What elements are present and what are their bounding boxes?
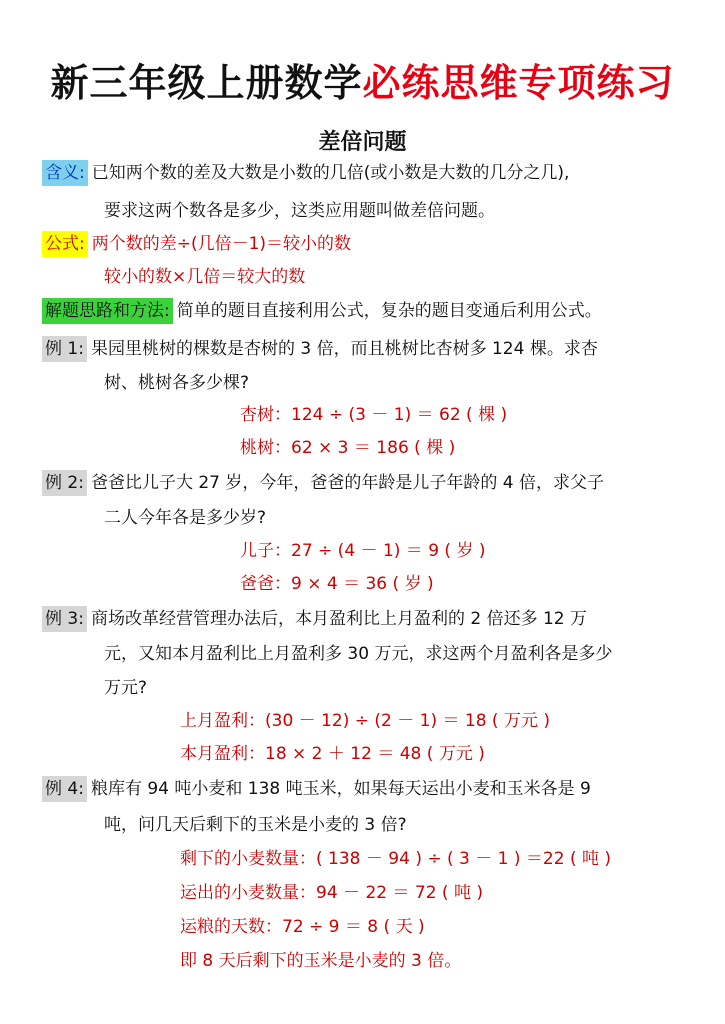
method-tag: 解题思路和方法: xyxy=(42,298,173,324)
definition-text-2: 要求这两个数各是多少，这类应用题叫做差倍问题。 xyxy=(104,201,495,221)
example-3-line-1 xyxy=(42,606,587,632)
example-3-tag: 例 3: xyxy=(42,606,87,632)
formula-text-1: 两个数的差÷(几倍－1)＝较小的数 xyxy=(91,234,352,254)
example-2-tag: 例 2: xyxy=(42,470,87,496)
example-4-answer-4: 即 8 天后剩下的玉米是小麦的 3 倍。 xyxy=(180,951,462,971)
example-1-text-2: 树、桃树各多少棵? xyxy=(104,373,250,393)
example-1-answer-2: 桃树：62 × 3 ＝ 186 ( 棵 ) xyxy=(240,438,456,458)
method-text: 简单的题目直接利用公式，复杂的题目变通后利用公式。 xyxy=(176,301,602,321)
title-red-part: 必练思维专项练习 xyxy=(362,61,675,105)
formula-tag: 公式: xyxy=(42,231,88,257)
example-2-line-1 xyxy=(42,470,604,496)
example-1-answer-1: 杏树：124 ÷ (3 － 1) ＝ 62 ( 棵 ) xyxy=(240,405,508,425)
example-4-text-1: 粮库有 94 吨小麦和 138 吨玉米，如果每天运出小麦和玉米各是 9 xyxy=(90,779,591,799)
example-3-answer-1: 上月盈利：(30 － 12) ÷ (2 － 1) ＝ 18 ( 万元 ) xyxy=(180,711,551,731)
example-3-answer-2: 本月盈利：18 × 2 ＋ 12 ＝ 48 ( 万元 ) xyxy=(180,744,485,764)
example-4-answer-1: 剩下的小麦数量：( 138 － 94 ) ÷ ( 3 － 1 ) ＝22 ( 吨 ) xyxy=(180,849,612,869)
example-1-text-1: 果园里桃树的棵数是杏树的 3 倍，而且桃树比杏树多 124 棵。求杏 xyxy=(90,339,598,359)
example-1-line-1 xyxy=(42,336,598,362)
definition-line-1 xyxy=(42,160,569,186)
example-4-line-1 xyxy=(42,776,591,802)
example-4-text-2: 吨，问几天后剩下的玉米是小麦的 3 倍? xyxy=(104,815,407,835)
example-2-answer-1: 儿子：27 ÷ (4 － 1) ＝ 9 ( 岁 ) xyxy=(240,541,486,561)
definition-text-1: 已知两个数的差及大数是小数的几倍(或小数是大数的几分之几), xyxy=(91,163,570,183)
example-3-text-2: 元，又知本月盈利比上月盈利多 30 万元，求这两个月盈利各是多少 xyxy=(104,644,613,664)
page-title xyxy=(0,52,725,107)
formula-line-1 xyxy=(42,231,351,257)
example-4-answer-3: 运粮的天数：72 ÷ 9 ＝ 8 ( 天 ) xyxy=(180,917,425,937)
title-black-part: 新三年级上册数学 xyxy=(50,61,363,105)
example-2-answer-2: 爸爸：9 × 4 ＝ 36 ( 岁 ) xyxy=(240,574,434,594)
definition-tag: 含义: xyxy=(42,160,88,186)
example-1-tag: 例 1: xyxy=(42,336,87,362)
example-3-text-3: 万元? xyxy=(104,678,148,698)
example-2-text-2: 二人今年各是多少岁? xyxy=(104,508,267,528)
section-title: 差倍问题 xyxy=(318,130,407,155)
example-4-tag: 例 4: xyxy=(42,776,87,802)
formula-text-2: 较小的数×几倍＝较大的数 xyxy=(104,267,306,287)
example-3-text-1: 商场改革经营管理办法后，本月盈利比上月盈利的 2 倍还多 12 万 xyxy=(90,609,588,629)
example-2-text-1: 爸爸比儿子大 27 岁，今年，爸爸的年龄是儿子年龄的 4 倍，求父子 xyxy=(90,473,605,493)
example-4-answer-2: 运出的小麦数量：94 － 22 ＝ 72 ( 吨 ) xyxy=(180,883,483,903)
method-line xyxy=(42,298,602,324)
